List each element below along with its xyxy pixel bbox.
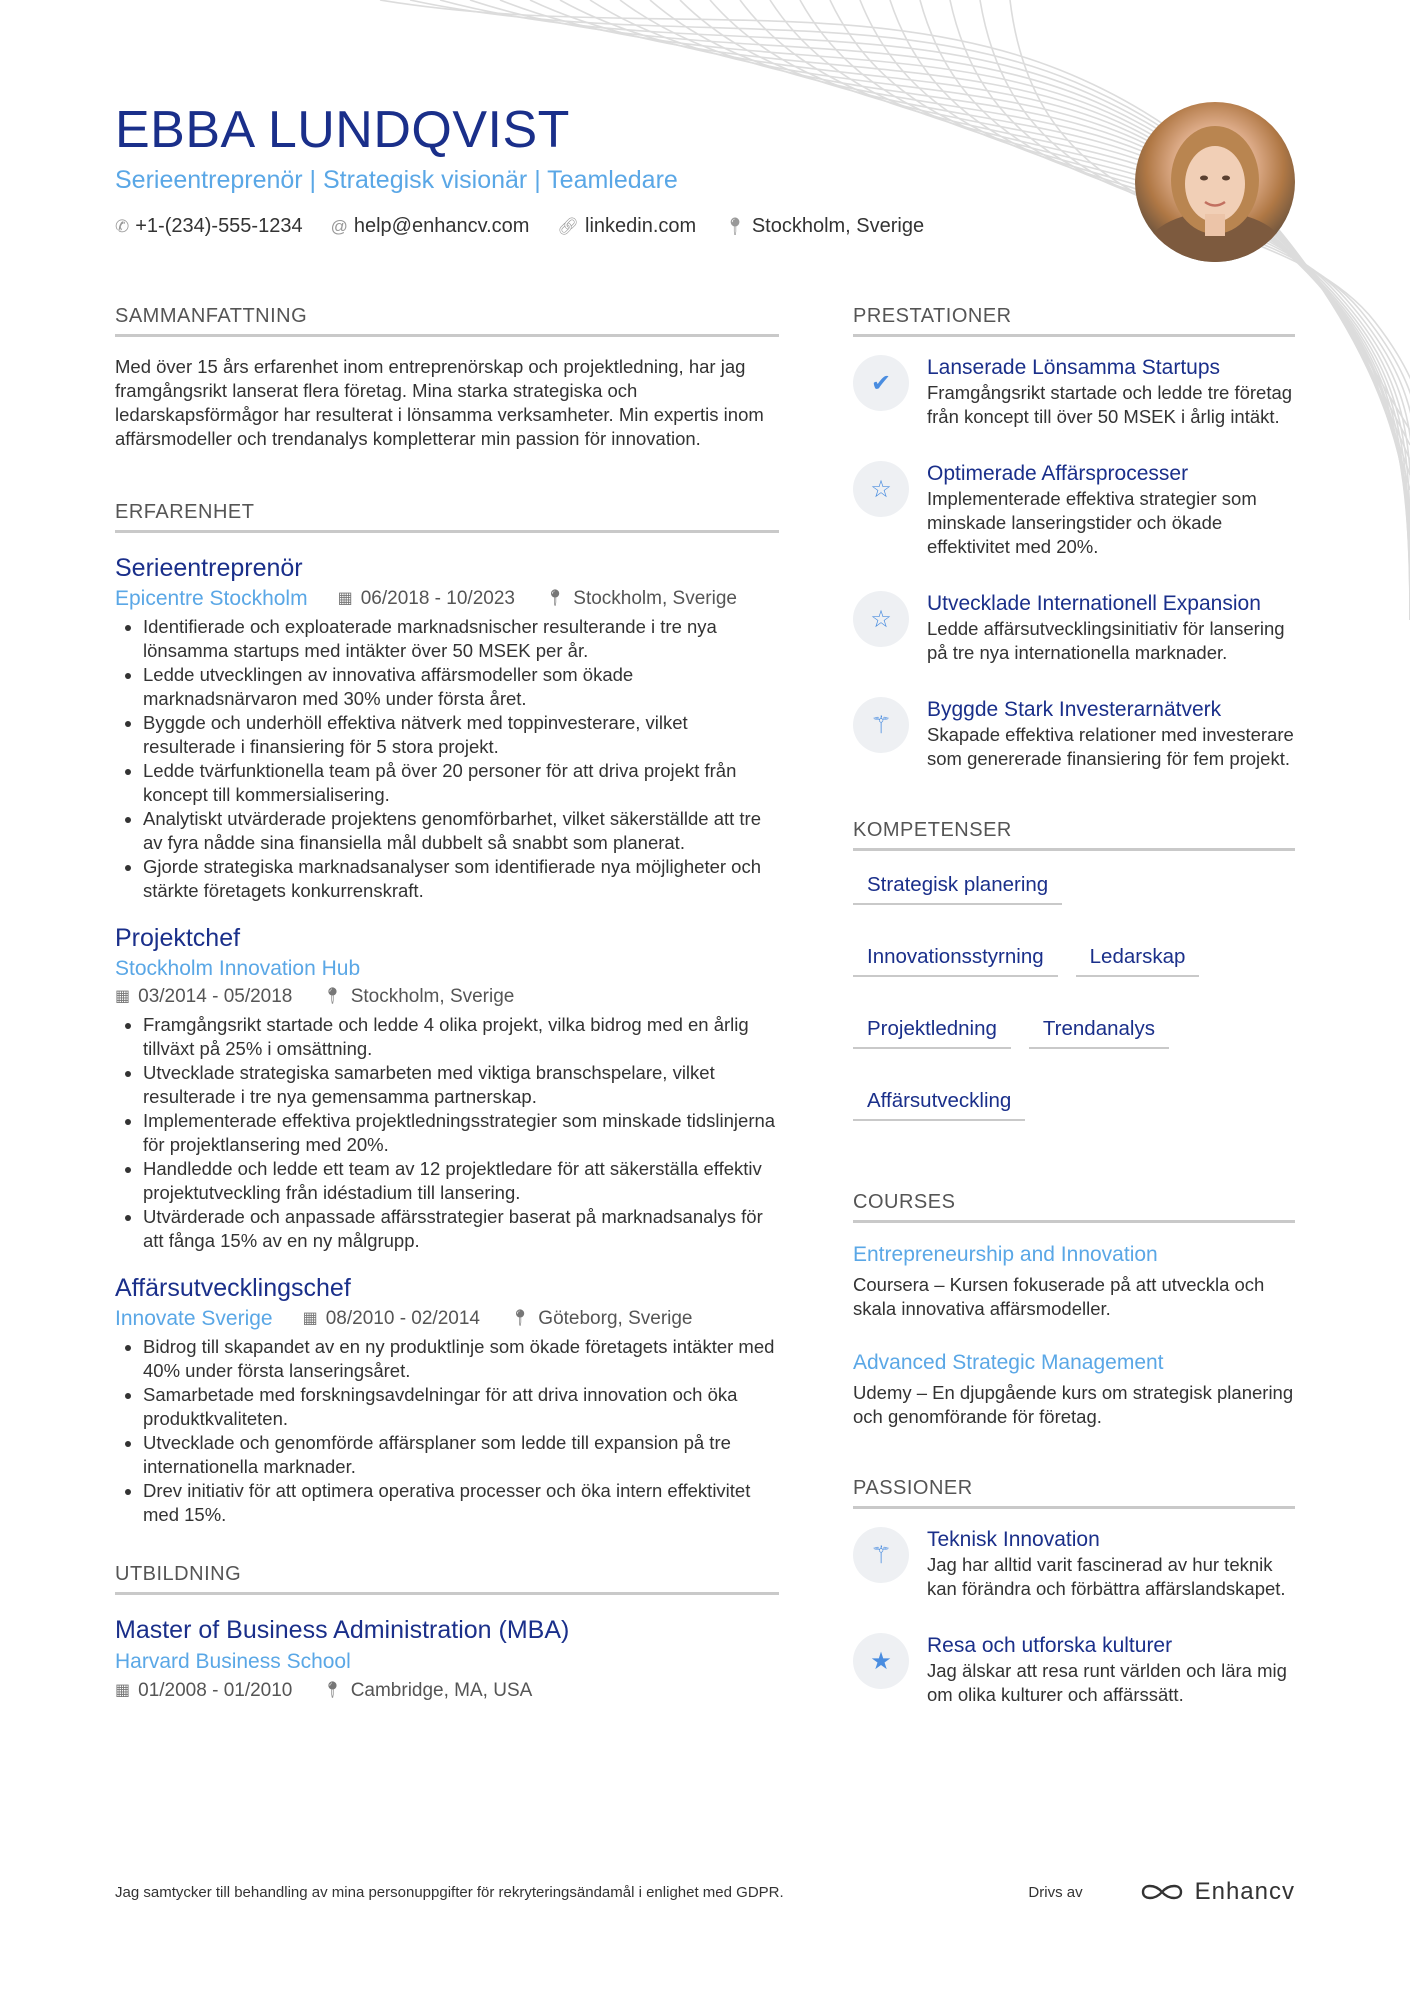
- bullet-item: • Identifierade och exploaterade marknadsnischer resulterande i tre nya lönsamma startups med intäkter över 50 MSEK per år.: [143, 615, 779, 663]
- headline: Serieentreprenör | Strategisk visionär | Teamledare: [115, 166, 678, 194]
- summary-text: Med över 15 års erfarenhet inom entreprenörskap och projektledning, har jag framgångsrikt lanserat flera företag. Mina starka strategiska och ledarskapsförmågor har resulterat i lönsamma verksamheter. Min expertis inom affärsmodeller och trendanalys kompletterar min passion för innovation.: [115, 356, 764, 449]
- achievement-text: Framgångsrikt startade och ledde tre företag från koncept till över 50 MSEK i årlig intäkt.: [927, 382, 1293, 427]
- achievement-title: Optimerade Affärsprocesser: [927, 462, 1189, 485]
- job-title: Serieentreprenör: [115, 554, 303, 582]
- school-name: Harvard Business School: [115, 1650, 351, 1673]
- achievement-item: [853, 461, 1295, 559]
- job-location: [510, 1305, 693, 1333]
- degree-title: Master of Business Administration (MBA): [115, 1616, 570, 1644]
- job-entry: [115, 1271, 779, 1527]
- passion-title: Teknisk Innovation: [927, 1528, 1100, 1551]
- courses-heading: COURSES: [853, 1191, 1295, 1223]
- bullet-item: • Utvecklade och genomförde affärsplaner som ledde till expansion på tre internationella marknader.: [143, 1431, 779, 1479]
- job-bullets: [115, 615, 779, 903]
- calendar-icon: ▦: [115, 988, 131, 1005]
- job-entry: [115, 551, 779, 903]
- company-name: Stockholm Innovation Hub: [115, 957, 361, 980]
- calendar-icon: ▦: [115, 1682, 131, 1699]
- skill-tag: Trendanalys: [1029, 1013, 1169, 1049]
- achievement-item: [853, 355, 1295, 429]
- candidate-name: EBBA LUNDQVIST: [115, 101, 570, 159]
- achievement-text: Implementerade effektiva strategier som minskade lanseringstider och ökade effektivitet med 20%.: [927, 488, 1257, 557]
- phone-text: +1-(234)-555-1234: [135, 215, 303, 237]
- contact-location: [724, 215, 924, 238]
- achievement-title: Byggde Stark Investerarnätverk: [927, 698, 1222, 721]
- company-name: Innovate Sverige: [115, 1307, 273, 1330]
- bullet-item: • Ledde tvärfunktionella team på över 20 personer för att driva projekt från koncept till kommersialisering.: [143, 759, 779, 807]
- bullet-item: • Analytiskt utvärderade projektens genomförbarhet, vilket säkerställde att tre av fyra nådde sina finansiella mål dubbelt så snabbt som planerat.: [143, 807, 779, 855]
- right-column: [853, 305, 1295, 1739]
- education-location: [322, 1677, 532, 1705]
- course-item: [853, 1241, 1295, 1321]
- link-text: linkedin.com: [585, 215, 697, 237]
- infinity-logo-icon: [1139, 1881, 1185, 1903]
- bullet-item: • Samarbetade med forskningsavdelningar för att driva innovation och öka produktkvaliteten.: [143, 1383, 779, 1431]
- star-icon: ☆: [853, 591, 909, 647]
- bullet-item: • Drev initiativ för att optimera operativa processer och öka intern effektivitet med 15%.: [143, 1479, 779, 1527]
- dates-text: 06/2018 - 10/2023: [360, 588, 515, 609]
- bullet-item: • Implementerade effektiva projektledningsstrategier som minskade tidslinjerna för projektlansering med 20%.: [143, 1109, 779, 1157]
- job-title: Affärsutvecklingschef: [115, 1274, 351, 1302]
- star-icon: ☆: [853, 461, 909, 517]
- left-column: [115, 305, 779, 1705]
- job-dates: [115, 983, 292, 1011]
- contact-email[interactable]: [331, 215, 530, 238]
- skill-tag: Ledarskap: [1076, 941, 1200, 977]
- magic-wand-icon: ⚚: [853, 697, 909, 753]
- achievement-text: Skapade effektiva relationer med investerare som genererade finansiering för fem projekt.: [927, 724, 1294, 769]
- job-bullets: [115, 1013, 779, 1253]
- course-item: [853, 1349, 1295, 1429]
- dates-text: 08/2010 - 02/2014: [325, 1308, 480, 1329]
- brand-logo[interactable]: [1139, 1878, 1295, 1906]
- email-text: help@enhancv.com: [353, 215, 530, 237]
- job-meta: [115, 955, 779, 983]
- job-location: [322, 983, 514, 1011]
- education-heading: UTBILDNING: [115, 1563, 779, 1595]
- achievement-title: Lanserade Lönsamma Startups: [927, 356, 1221, 379]
- brand-name: Enhancv: [1194, 1878, 1295, 1905]
- course-text: Coursera – Kursen fokuserade på att utveckla och skala innovativa affärsmodeller.: [853, 1274, 1265, 1319]
- passion-item: [853, 1633, 1295, 1707]
- bullet-item: • Utvärderade och anpassade affärsstrategier baserat på marknadsanalys för att fånga 15% av en ny målgrupp.: [143, 1205, 779, 1253]
- dates-text: 03/2014 - 05/2018: [138, 986, 293, 1007]
- footer: [115, 1878, 1295, 1906]
- job-title: Projektchef: [115, 924, 241, 952]
- job-dates: [338, 585, 515, 613]
- contact-phone[interactable]: [115, 215, 303, 238]
- job-dates: [303, 1305, 480, 1333]
- bullet-item: • Framgångsrikt startade och ledde 4 olika projekt, vilka bidrog med en årlig tillväxt på 25% i omsättning.: [143, 1013, 779, 1061]
- skills-list: [853, 869, 1295, 1121]
- location-text: Stockholm, Sverige: [751, 215, 925, 237]
- skill-tag: Innovationsstyrning: [853, 941, 1058, 977]
- skill-tag: Affärsutveckling: [853, 1085, 1025, 1121]
- achievement-title: Utvecklade Internationell Expansion: [927, 592, 1261, 615]
- gdpr-consent: Jag samtycker till behandling av mina personuppgifter för rekryteringsändamål i enlighet med GDPR.: [115, 1883, 784, 1901]
- job-meta: [115, 585, 779, 613]
- passion-title: Resa och utforska kulturer: [927, 1634, 1173, 1657]
- phone-icon: ✆: [115, 216, 130, 236]
- star-sparkle-icon: ★: [853, 1633, 909, 1689]
- course-text: Udemy – En djupgående kurs om strategisk planering och genomförande för företag.: [853, 1382, 1294, 1427]
- contact-list: [115, 215, 1115, 238]
- powered-by: Drivs av: [1028, 1883, 1083, 1901]
- calendar-icon: ▦: [302, 1310, 318, 1327]
- passions-heading: PASSIONER: [853, 1477, 1295, 1509]
- achievement-text: Ledde affärsutvecklingsinitiativ för lansering på tre nya internationella marknader.: [927, 618, 1285, 663]
- location-text: Stockholm, Sverige: [350, 986, 515, 1007]
- location-pin-icon: 📍︎: [544, 590, 566, 607]
- education-meta: [115, 1677, 779, 1705]
- bullet-item: • Bidrog till skapandet av en ny produktlinje som ökade företagets intäkter med 40% under första lanseringsåret.: [143, 1335, 779, 1383]
- job-entry: [115, 921, 779, 1253]
- education-dates: [115, 1677, 292, 1705]
- bullet-item: • Handledde och ledde ett team av 12 projektledare för att säkerställa effektiv projektutveckling från idéstadium till lansering.: [143, 1157, 779, 1205]
- bullet-item: • Ledde utvecklingen av innovativa affärsmodeller som ökade marknadsnärvaron med 30% under första året.: [143, 663, 779, 711]
- passion-item: [853, 1527, 1295, 1601]
- link-icon: 🔗︎: [557, 216, 580, 236]
- bullet-item: • Gjorde strategiska marknadsanalyser som identifierade nya möjligheter och stärkte företagets konkurrenskraft.: [143, 855, 779, 903]
- achievement-item: [853, 591, 1295, 665]
- skill-tag: Strategisk planering: [853, 869, 1062, 905]
- location-pin-icon: 📍︎: [322, 988, 343, 1005]
- dates-text: 01/2008 - 01/2010: [138, 1680, 293, 1701]
- calendar-icon: ▦: [337, 590, 353, 607]
- bullet-item: • Utvecklade strategiska samarbeten med viktiga branschspelare, vilket resulterade i tre nya gemensamma partnerskap.: [143, 1061, 779, 1109]
- experience-heading: ERFARENHET: [115, 501, 779, 533]
- location-text: Cambridge, MA, USA: [350, 1680, 533, 1701]
- course-title: Advanced Strategic Management: [853, 1351, 1164, 1374]
- location-pin-icon: 📍︎: [509, 1310, 531, 1327]
- location-text: Göteborg, Sverige: [538, 1308, 693, 1329]
- education-entry: [115, 1613, 779, 1705]
- at-icon: @: [330, 216, 348, 236]
- summary-heading: SAMMANFATTNING: [115, 305, 779, 337]
- location-pin-icon: 📍︎: [724, 216, 746, 236]
- location-pin-icon: 📍︎: [322, 1682, 343, 1699]
- achievements-heading: PRESTATIONER: [853, 305, 1295, 337]
- job-meta: [115, 1305, 779, 1333]
- passion-text: Jag älskar att resa runt världen och lära mig om olika kulturer och affärssätt.: [927, 1660, 1287, 1705]
- course-title: Entrepreneurship and Innovation: [853, 1243, 1158, 1266]
- company-name: Epicentre Stockholm: [115, 587, 308, 610]
- bullet-item: • Byggde och underhöll effektiva nätverk med toppinvesterare, vilket resulterade i finansiering för 5 stora projekt.: [143, 711, 779, 759]
- skill-tag: Projektledning: [853, 1013, 1011, 1049]
- location-text: Stockholm, Sverige: [573, 588, 737, 609]
- skills-heading: KOMPETENSER: [853, 819, 1295, 851]
- job-bullets: [115, 1335, 779, 1527]
- avatar: [1135, 102, 1295, 262]
- job-location: [545, 585, 737, 613]
- achievement-item: [853, 697, 1295, 771]
- magic-wand-icon: ⚚: [853, 1527, 909, 1583]
- contact-link[interactable]: [557, 215, 696, 238]
- profile-photo: [1135, 102, 1295, 262]
- passion-text: Jag har alltid varit fascinerad av hur teknik kan förändra och förbättra affärslandskapet.: [927, 1554, 1286, 1599]
- check-icon: ✔: [853, 355, 909, 411]
- job-meta-row: [115, 983, 779, 1011]
- resume-header: [115, 100, 1115, 238]
